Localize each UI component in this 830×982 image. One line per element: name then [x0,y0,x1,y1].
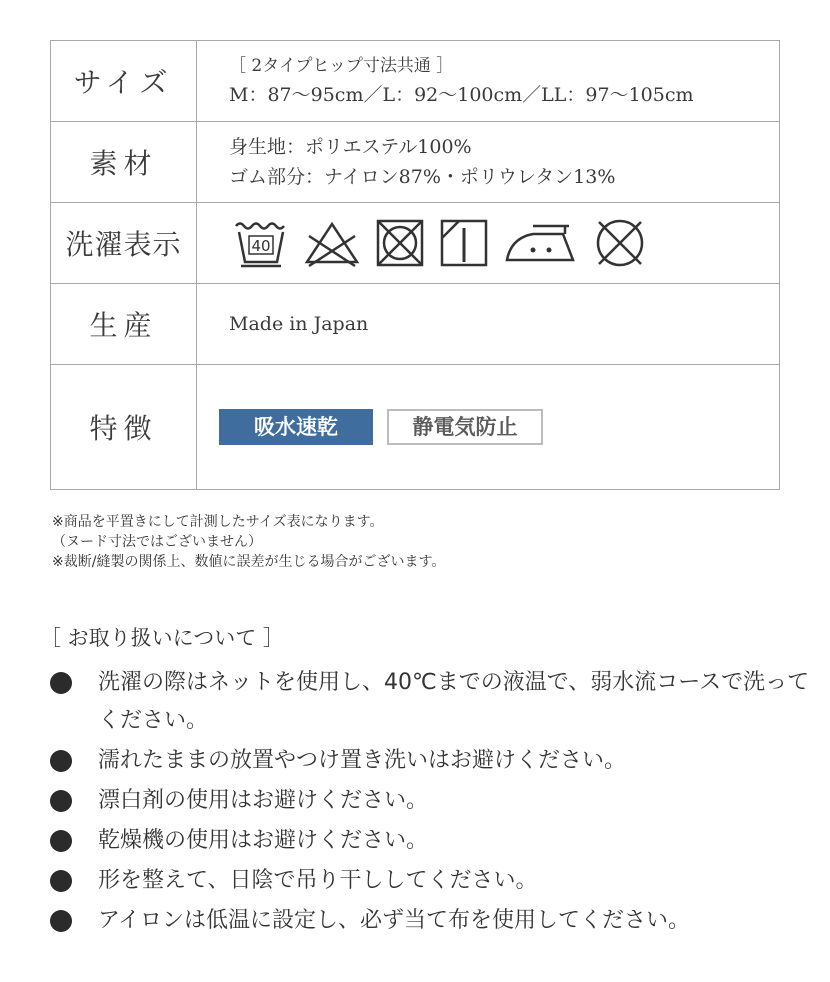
row-origin [51,284,780,365]
origin-value: Made in Japan [197,284,780,365]
feature-badges [219,409,779,445]
care-item [50,742,820,780]
bullet-icon [50,830,72,852]
care-item [50,782,820,820]
bullet-icon [50,910,72,932]
bullet-icon [50,750,72,772]
measurement-notes [52,512,445,572]
feature-value [197,365,780,490]
no-bleach-icon [303,218,361,268]
wash-label: 洗濯表示 [51,203,197,284]
care-item [50,902,820,940]
care-item [50,822,820,860]
note-line: （ヌード寸法ではございません） [52,534,262,550]
wash-temp: 40 [251,237,271,255]
care-item [50,862,820,900]
care-item-text: 形を整えて、日陰で吊り干ししてください。 [98,868,538,893]
bullet-icon [50,870,72,892]
row-size [51,41,780,122]
care-item [50,664,820,740]
care-item-text: アイロンは低温に設定し、必ず当て布を使用してください。 [98,908,691,933]
drip-dry-shade-icon [439,218,489,268]
bullet-icon [50,672,72,694]
wash-value [197,203,780,284]
care-item-text: 乾燥機の使用はお避けください。 [98,828,429,853]
care-title: ［ お取り扱いについて ］ [40,626,284,650]
wash-tub-40-icon [233,218,289,268]
origin-label: 生産 [51,284,197,365]
feature-label: 特徴 [51,365,197,490]
no-dry-clean-icon [593,216,647,270]
care-item-text: 漂白剤の使用はお避けください。 [98,788,429,813]
note-line: ※商品を平置きにして計測したサイズ表になります。 [52,514,384,530]
size-range: M：87〜95cm／L：92〜100cm／LL：97〜105cm [229,84,694,106]
size-label: サイズ [51,41,197,122]
badge-quick-dry: 吸水速乾 [219,409,373,445]
care-list [50,664,820,942]
material-body: 身生地：ポリエステル100% [229,136,472,158]
no-tumble-dry-icon [375,218,425,268]
care-item-text: 洗濯の際はネットを使用し、40℃までの液温で、弱水流コースで洗ってください。 [98,670,810,733]
bullet-icon [50,790,72,812]
care-item-text: 濡れたままの放置やつけ置き洗いはお避けください。 [98,748,627,773]
material-label: 素材 [51,122,197,203]
row-material [51,122,780,203]
badge-antistatic: 静電気防止 [387,409,543,445]
size-note: ［ 2タイプヒップ寸法共通 ］ [229,56,454,76]
wash-icons [229,216,779,270]
row-wash [51,203,780,284]
row-feature [51,365,780,490]
iron-low-icon [503,218,579,268]
note-line: ※裁断/縫製の関係上、数値に誤差が生じる場合がございます。 [52,554,446,570]
material-value [197,122,780,203]
size-value [197,41,780,122]
spec-table [50,40,780,490]
material-rubber: ゴム部分：ナイロン87%・ポリウレタン13% [229,166,616,188]
